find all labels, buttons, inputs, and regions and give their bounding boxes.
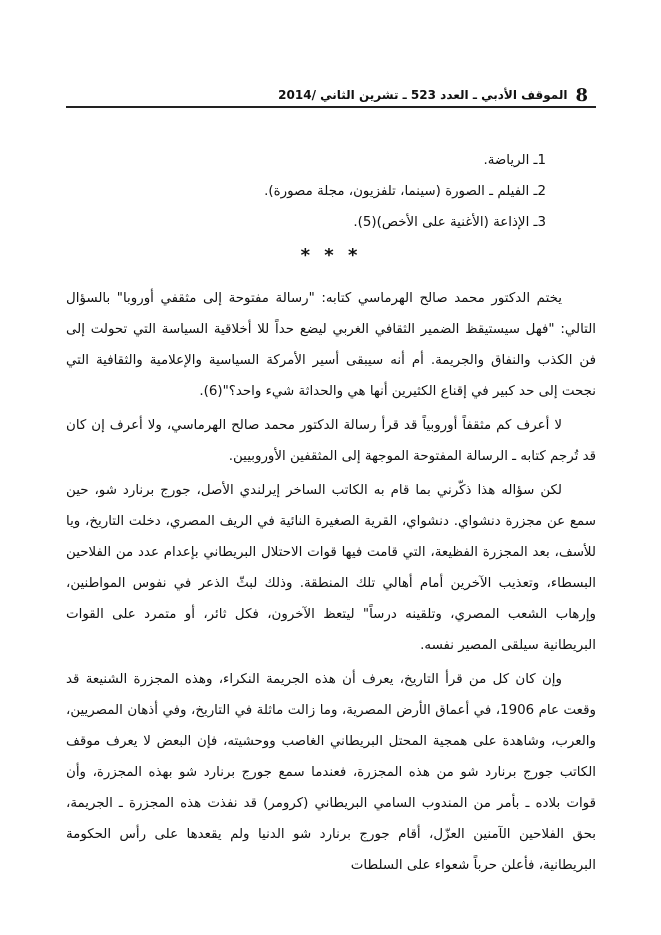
header-rule [66,106,596,108]
running-header [278,84,588,106]
journal-issue-line: الموقف الأدبي ـ العدد 523 ـ تشرين الثاني /2014 [278,88,568,102]
page-number: 8 [575,84,588,106]
paragraph: لا أعرف كم مثقفاً أوروبياً قد قرأ رسالة الدكتور محمد صالح الهرماسي، ولا أعرف إن كان قد تُرجم كتابه ـ الرسالة المفتوحة الموجهة إلى المثقفين الأوروبيين. [66,418,596,464]
paragraph: لكن سؤاله هذا ذكّرني بما قام به الكاتب الساخر إيرلندي الأصل، جورج برنارد شو، حين سمع عن مجزرة دنشواي. دنشواي، القرية الصغيرة النائية في الريف المصري، دخلت التاريخ، ويا للأسف، بعد المجزرة الفظيعة، التي قامت فيها قوات الاحتلال البريطاني بإعدام عدد من الفلاحين البسطاء، وتعذيب الآخرين أمام أهالي تلك المنطقة. وذلك لبثّ الذعر في نفوس المواطنين، وإرهاب الشعب المصري، وتلقينه درساً" ليتعظ الآخرون، فكل ثائر، أو متمرد على القوات البريطانية سيلقى المصير نفسه. [66,483,596,653]
list-item: 3ـ الإذاعة (الأغنية على الأخص)(5). [353,215,546,230]
paragraph: وإن كان كل من قرأ التاريخ، يعرف أن هذه الجريمة النكراء، وهذه المجزرة الشنيعة قد وقعت عام 1906، في أعماق الأرض المصرية، وما زالت ماثلة في التاريخ، وفي أذهان المصريين، والعرب، وشاهدة على همجية المحتل البريطاني الغاصب ووحشيته، فإن البعض لا يعرف موقف الكاتب جورج برنارد شو من هذه المجزرة، فعندما سمع جورج برنارد شو بهذه المجزرة، وأن قوات بلاده ـ بأمر من المندوب السامي البريطاني (كرومر) قد نفذت هذه المجزرة ـ الجريمة، بحق الفلاحين الآمنين العزّل، أقام جورج برنارد شو الدنيا ولم يقعدها على رأس الحكومة البريطانية، فأعلن حرباً شعواء على السلطات [66,672,596,873]
list-item: 1ـ الرياضة. [483,153,546,168]
list-item: 2ـ الفيلم ـ الصورة (سينما، تلفزيون، مجلة مصورة). [264,184,546,199]
section-separator: * * * [300,245,362,266]
paragraph: يختم الدكتور محمد صالح الهرماسي كتابه: "رسالة مفتوحة إلى مثقفي أوروبا" بالسؤال التالي: "فهل سيستيقظ الضمير الثقافي الغربي ليضع حداً للا أخلاقية السياسة التي تحولت إلى فن الكذب والنفاق والجريمة. أم أنه سيبقى أسير الأمركة السياسية والإعلامية والثقافية التي نجحت إلى حد كبير في إقناع الكثيرين أنها هي والحداثة شيء واحد؟"(6). [66,291,596,399]
article-body [66,145,596,881]
